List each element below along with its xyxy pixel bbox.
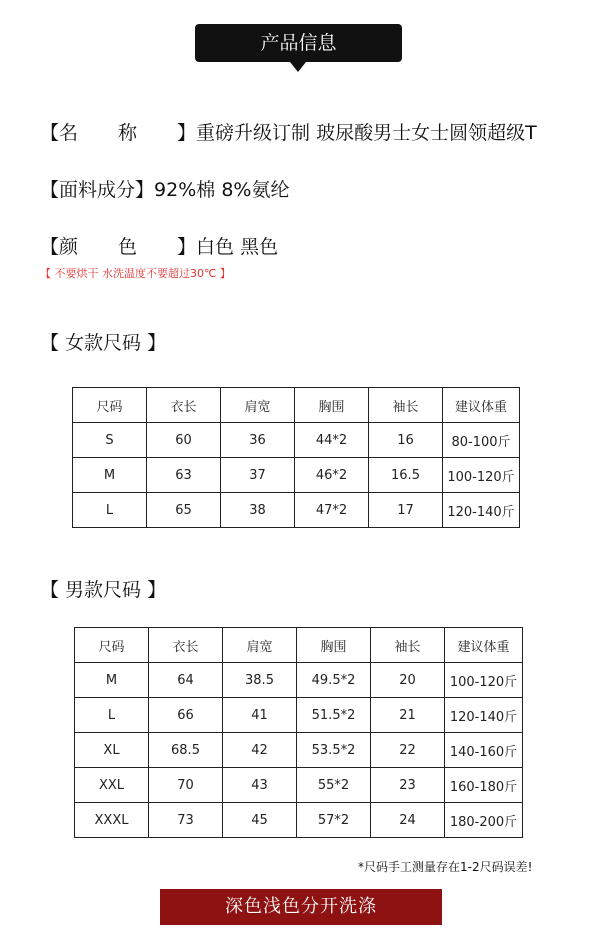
table-cell: 64: [149, 663, 223, 698]
table-header-row: [75, 628, 523, 663]
table-cell: 21: [371, 698, 445, 733]
table-cell: 46*2: [295, 458, 369, 493]
table-cell: 55*2: [297, 768, 371, 803]
table-cell: 36: [221, 423, 295, 458]
table-cell: 53.5*2: [297, 733, 371, 768]
column-header: 肩宽: [221, 388, 295, 423]
table-header-row: [73, 388, 520, 423]
table-cell: 66: [149, 698, 223, 733]
table-cell: XXXL: [75, 803, 149, 838]
table-cell: 16: [369, 423, 443, 458]
table-cell: 41: [223, 698, 297, 733]
table-cell: 38.5: [223, 663, 297, 698]
table-row: [75, 768, 523, 803]
table-cell: 17: [369, 493, 443, 528]
table-row: [75, 663, 523, 698]
bracket-close: 】: [135, 179, 155, 201]
info-label-fabric: 面料成分: [59, 179, 136, 201]
info-label-name: 名称: [59, 122, 178, 144]
info-row-fabric: [40, 175, 289, 202]
table-row: [75, 803, 523, 838]
column-header: 胸围: [297, 628, 371, 663]
table-cell: 16.5: [369, 458, 443, 493]
bracket-open: 【: [40, 179, 60, 201]
table-cell: 70: [149, 768, 223, 803]
table-cell: 20: [371, 663, 445, 698]
table-cell: 180-200斤: [445, 803, 523, 838]
table-cell: 37: [221, 458, 295, 493]
wash-instruction-bar: 深色浅色分开洗涤: [160, 889, 442, 925]
bracket-open: 【: [40, 236, 60, 258]
column-header: 袖长: [371, 628, 445, 663]
table-row: [73, 458, 520, 493]
care-warning: 【 不要烘干 水洗温度不要超过30℃ 】: [40, 267, 231, 280]
table-cell: 100-120斤: [445, 663, 523, 698]
table-cell: 45: [223, 803, 297, 838]
table-cell: 49.5*2: [297, 663, 371, 698]
table-cell: 63: [147, 458, 221, 493]
table-row: [73, 493, 520, 528]
table-cell: 100-120斤: [443, 458, 520, 493]
table-row: [73, 423, 520, 458]
table-cell: 24: [371, 803, 445, 838]
table-cell: XL: [75, 733, 149, 768]
table-cell: 120-140斤: [445, 698, 523, 733]
table-cell: 60: [147, 423, 221, 458]
women-size-title: 【 女款尺码 】: [40, 332, 167, 354]
men-size-table: [74, 627, 523, 838]
table-row: [75, 733, 523, 768]
column-header: 胸围: [295, 388, 369, 423]
table-row: [75, 698, 523, 733]
table-cell: L: [73, 493, 147, 528]
section-banner: [195, 24, 402, 62]
column-header: 衣长: [147, 388, 221, 423]
bracket-close: 】: [177, 122, 197, 144]
measurement-note: *尺码手工测量存在1-2尺码误差!: [358, 860, 533, 874]
column-header: 肩宽: [223, 628, 297, 663]
table-cell: S: [73, 423, 147, 458]
table-cell: 43: [223, 768, 297, 803]
info-label-color: 颜色: [59, 236, 178, 258]
men-size-title: 【 男款尺码 】: [40, 579, 167, 601]
table-cell: 44*2: [295, 423, 369, 458]
info-value-color: 白色 黑色: [196, 236, 279, 258]
info-row-color: [40, 232, 278, 259]
table-cell: 47*2: [295, 493, 369, 528]
column-header: 建议体重: [445, 628, 523, 663]
table-cell: 22: [371, 733, 445, 768]
column-header: 建议体重: [443, 388, 520, 423]
table-cell: 23: [371, 768, 445, 803]
table-cell: XXL: [75, 768, 149, 803]
table-cell: L: [75, 698, 149, 733]
banner-title: 产品信息: [260, 32, 337, 54]
info-value-fabric: 92%棉 8%氨纶: [154, 179, 290, 201]
table-cell: 68.5: [149, 733, 223, 768]
column-header: 尺码: [75, 628, 149, 663]
banner-pointer: [290, 62, 306, 72]
column-header: 尺码: [73, 388, 147, 423]
table-cell: 38: [221, 493, 295, 528]
bracket-open: 【: [40, 122, 60, 144]
table-cell: 51.5*2: [297, 698, 371, 733]
table-cell: M: [75, 663, 149, 698]
table-cell: 73: [149, 803, 223, 838]
table-cell: 120-140斤: [443, 493, 520, 528]
bracket-close: 】: [177, 236, 197, 258]
women-size-table: [72, 387, 520, 528]
table-cell: 65: [147, 493, 221, 528]
table-cell: M: [73, 458, 147, 493]
table-cell: 80-100斤: [443, 423, 520, 458]
table-cell: 160-180斤: [445, 768, 523, 803]
table-cell: 57*2: [297, 803, 371, 838]
column-header: 衣长: [149, 628, 223, 663]
info-value-name: 重磅升级订制 玻尿酸男士女士圆领超级T: [196, 122, 537, 144]
column-header: 袖长: [369, 388, 443, 423]
table-cell: 42: [223, 733, 297, 768]
table-cell: 140-160斤: [445, 733, 523, 768]
info-row-name: [40, 118, 537, 145]
